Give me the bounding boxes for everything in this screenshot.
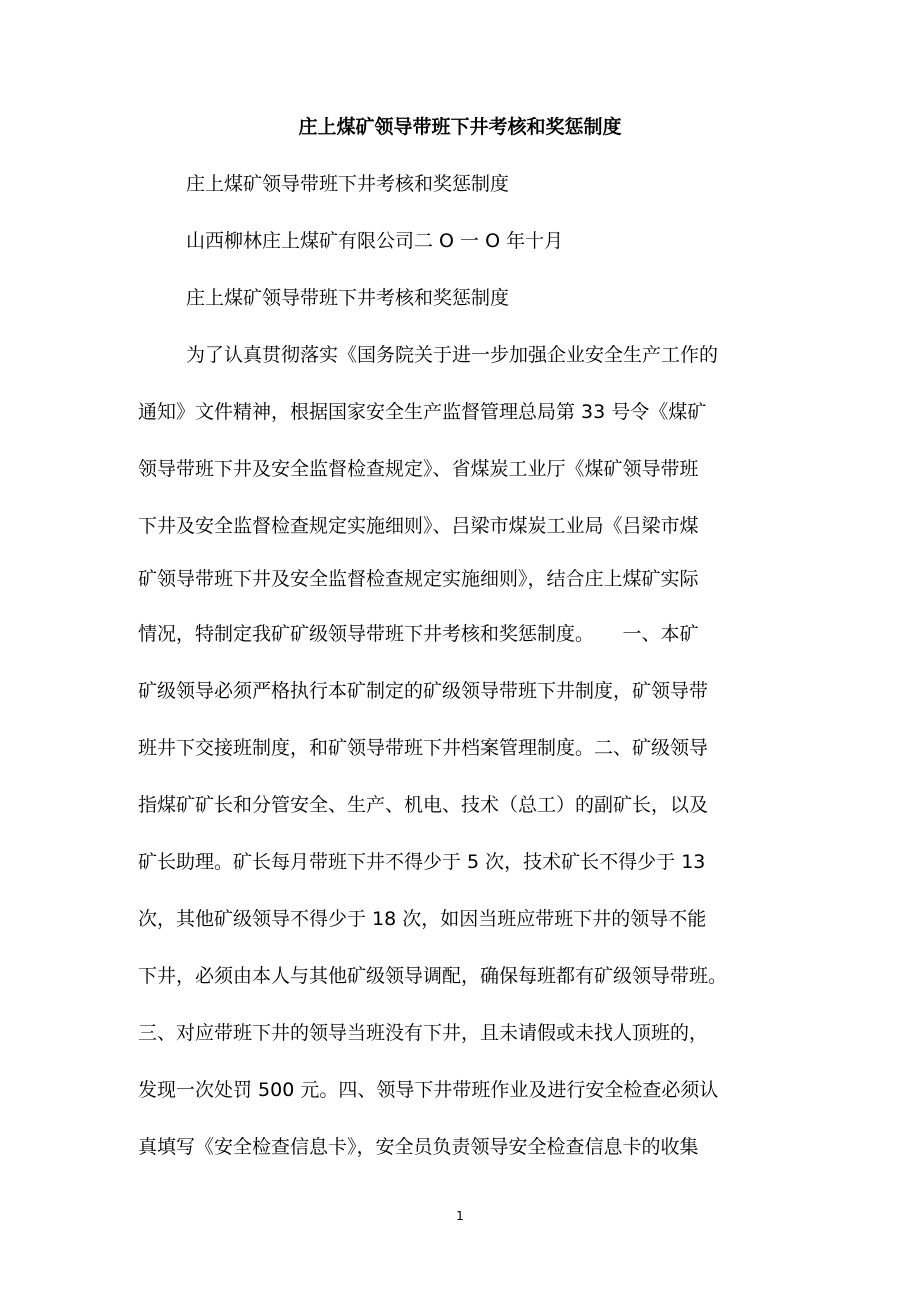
- body-text-line: 通知》文件精神，根据国家安全生产监督管理总局第 33 号令《煤矿: [138, 401, 707, 423]
- section-heading-line: 庄上煤矿领导带班下井考核和奖惩制度: [186, 287, 510, 309]
- page-number: 1: [456, 1209, 464, 1223]
- body-text-line: 三、对应带班下井的领导当班没有下井，且未请假或未找人顶班的，: [138, 1022, 709, 1044]
- body-text-line: 班井下交接班制度，和矿领导带班下井档案管理制度。二、矿级领导: [138, 737, 709, 759]
- document-title: 庄上煤矿领导带班下井考核和奖惩制度: [298, 116, 622, 138]
- body-text-line: 矿长助理。矿长每月带班下井不得少于 5 次，技术矿长不得少于 13: [138, 851, 706, 873]
- subtitle-line: 庄上煤矿领导带班下井考核和奖惩制度: [186, 173, 510, 195]
- body-text-line: 情况，特制定我矿矿级领导带班下井考核和奖惩制度。 一、本矿: [138, 623, 699, 645]
- body-text-line: 真填写《安全检查信息卡》，安全员负责领导安全检查信息卡的收集: [138, 1136, 699, 1158]
- body-text-line: 指煤矿矿长和分管安全、生产、机电、技术（总工）的副矿长，以及: [138, 794, 709, 816]
- company-date-line: 山西柳林庄上煤矿有限公司二 O 一 O 年十月: [186, 230, 564, 252]
- body-text-line: 下井及安全监督检查规定实施细则》、吕梁市煤炭工业局《吕梁市煤: [138, 515, 699, 537]
- body-text-line: 矿领导带班下井及安全监督检查规定实施细则》，结合庄上煤矿实际: [138, 568, 699, 590]
- body-text-line: 下井，必须由本人与其他矿级领导调配，确保每班都有矿级领导带班。: [138, 965, 728, 987]
- body-text-line: 发现一次处罚 500 元。四、领导下井带班作业及进行安全检查必须认: [138, 1079, 719, 1101]
- body-text-line: 领导带班下井及安全监督检查规定》、省煤炭工业厅《煤矿领导带班: [138, 458, 699, 480]
- body-text-line: 矿级领导必须严格执行本矿制定的矿级领导带班下井制度，矿领导带: [138, 680, 709, 702]
- body-text-line: 次，其他矿级领导不得少于 18 次，如因当班应带班下井的领导不能: [138, 908, 707, 930]
- body-text-line: 为了认真贯彻落实《国务院关于进一步加强企业安全生产工作的: [186, 344, 719, 366]
